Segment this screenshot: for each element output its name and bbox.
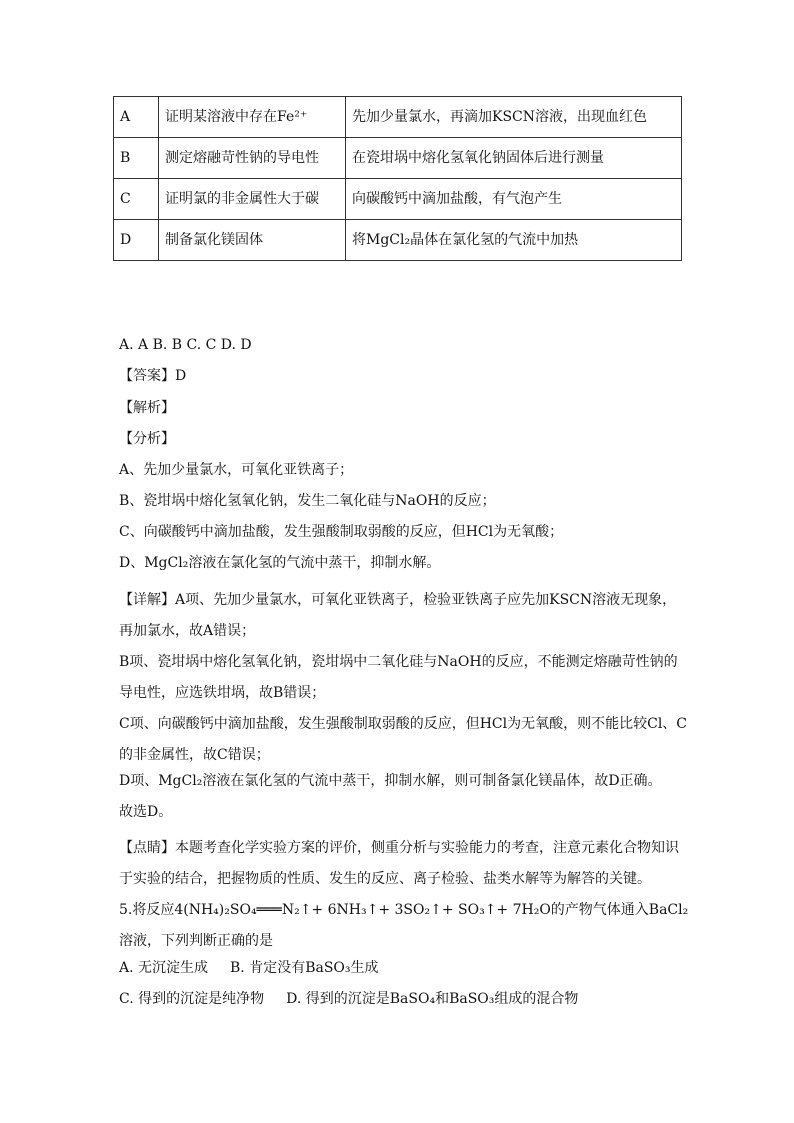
table-cell-key: A [114, 97, 159, 138]
table-row [114, 138, 682, 179]
analysis-c: C、向碳酸钙中滴加盐酸，发生强酸制取弱酸的反应，但HCl为无氧酸； [119, 524, 564, 540]
detail-c: C项、向碳酸钙中滴加盐酸，发生强酸制取弱酸的反应，但HCl为无氧酸，则不能比较Cl、C的非金属性，故C错误； [119, 716, 688, 763]
table-cell-operation: 将MgCl₂晶体在氯化氢的气流中加热 [346, 220, 682, 261]
table-cell-operation: 向碳酸钙中滴加盐酸，有气泡产生 [346, 179, 682, 220]
q5-option-d: D. 得到的沉淀是BaSO₄和BaSO₃组成的混合物 [286, 991, 579, 1007]
table-row [114, 97, 682, 138]
q5-option-a: A. 无沉淀生成 [119, 960, 209, 976]
table-cell-key: C [114, 179, 159, 220]
analysis-d: D、MgCl₂溶液在氯化氢的气流中蒸干，抑制水解。 [119, 555, 441, 571]
table-cell-operation: 在瓷坩埚中熔化氢氧化钠固体后进行测量 [346, 138, 682, 179]
fenxi-label: 【分析】 [119, 431, 175, 447]
dianjing [119, 833, 689, 895]
table-cell-purpose: 测定熔融苛性钠的导电性 [159, 138, 346, 179]
table-cell-key: B [114, 138, 159, 179]
q5-option-b: B. 肯定没有BaSO₃生成 [230, 960, 379, 976]
q5-stem: 5.将反应4(NH₄)₂SO₄═══N₂↑+ 6NH₃↑+ 3SO₂↑+ SO₃↑+ 7H₂O的产物气体通入BaCl₂溶液，下列判断正确的是 [119, 902, 689, 949]
detail-a [119, 585, 689, 647]
detail-d: D项、MgCl₂溶液在氯化氢的气流中蒸干，抑制水解，则可制备氯化镁晶体，故D正确。 [119, 773, 662, 789]
table-row [114, 220, 682, 261]
table-cell-purpose: 证明氯的非金属性大于碳 [159, 179, 346, 220]
answer-line: 【答案】D [119, 368, 187, 384]
options-table [113, 96, 682, 261]
dianjing-label: 【点睛】 [119, 840, 175, 856]
detail-b: B项、瓷坩埚中熔化氢氧化钠，瓷坩埚中二氧化硅与NaOH的反应，不能测定熔融苛性钠的导电性，应选铁坩埚，故B错误； [119, 654, 678, 701]
q5-options-row2 [119, 989, 689, 1009]
analysis-b: B、瓷坩埚中熔化氢氧化钠，发生二氧化硅与NaOH的反应； [119, 493, 496, 509]
detail-a-text: A项、先加少量氯水，可氧化亚铁离子，检验亚铁离子应先加KSCN溶液无现象，再加氯水，故A错误； [119, 592, 677, 639]
table-row [114, 179, 682, 220]
dianjing-text: 本题考查化学实验方案的评价，侧重分析与实验能力的考查，注意元素化合物知识于实验的结合，把握物质的性质、发生的反应、离子检验、盐类水解等为解答的关键。 [119, 840, 679, 887]
q5-option-c: C. 得到的沉淀是纯净物 [119, 991, 265, 1007]
table-cell-key: D [114, 220, 159, 261]
table-cell-operation: 先加少量氯水，再滴加KSCN溶液，出现血红色 [346, 97, 682, 138]
detail-conclusion: 故选D。 [119, 804, 173, 820]
table-cell-purpose: 制备氯化镁固体 [159, 220, 346, 261]
analysis-a: A、先加少量氯水，可氧化亚铁离子； [119, 462, 354, 478]
q5-options-row1 [119, 958, 689, 978]
jiexi-label: 【解析】 [119, 400, 175, 416]
detail-label: 【详解】 [119, 592, 175, 608]
choices-line: A. A B. B C. C D. D [119, 337, 252, 353]
table-cell-purpose: 证明某溶液中存在Fe²⁺ [159, 97, 346, 138]
